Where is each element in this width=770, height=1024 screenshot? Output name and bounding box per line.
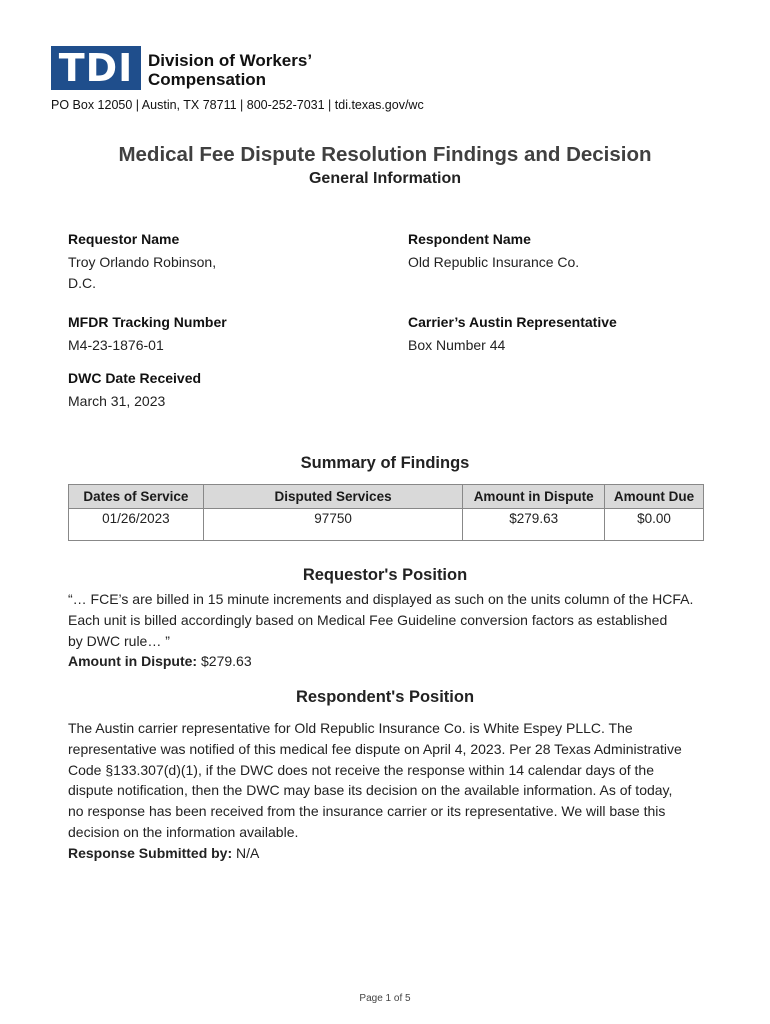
page-number: Page 1 of 5 [359, 993, 411, 1004]
tracking-number-value: M4-23-1876-01 [68, 337, 164, 353]
document-subtitle: General Information [308, 170, 462, 187]
requestor-amount-line [68, 651, 716, 672]
requestor-name-line-2: D.C. [68, 275, 96, 291]
respondent-name-value: Old Republic Insurance Co. [408, 254, 580, 270]
col-dates-of-service: Dates of Service [69, 485, 204, 509]
respondent-position-heading: Respondent's Position [295, 688, 475, 706]
col-amount-in-dispute: Amount in Dispute [463, 485, 605, 509]
tracking-number-label: MFDR Tracking Number [68, 314, 227, 330]
requestor-name-value [68, 252, 216, 294]
respondent-line-6: decision on the information available. [68, 823, 299, 840]
response-submitted-label: Response Submitted by: [68, 844, 233, 861]
cell-disputed-service: 97750 [203, 509, 462, 541]
cell-date-of-service: 01/26/2023 [69, 509, 204, 541]
amount-in-dispute-label: Amount in Dispute: [68, 653, 198, 670]
respondent-line-2: representative was notified of this medical fee dispute on April 4, 2023. Per 28 Texas Administrative [68, 740, 682, 757]
date-received-label: DWC Date Received [68, 370, 202, 386]
division-line-2: Compensation [148, 70, 267, 89]
carrier-rep-value: Box Number 44 [408, 337, 506, 353]
requestor-quote-line-1: “… FCE’s are billed in 15 minute increments and displayed as such on the units column of the HCFA. [68, 591, 694, 607]
carrier-rep-label: Carrier’s Austin Representative [408, 314, 617, 330]
requestor-quote-line-3: by DWC rule… ” [68, 632, 170, 649]
col-amount-due: Amount Due [605, 485, 704, 509]
cell-amount-in-dispute: $279.63 [463, 509, 605, 541]
contact-address: PO Box 12050 | Austin, TX 78711 | 800-252-7031 | tdi.texas.gov/wc [51, 98, 424, 112]
response-submitted-value: N/A [236, 844, 260, 861]
respondent-line-5: no response has been received from the insurance carrier or its representative. We will base this [68, 803, 666, 820]
respondent-line-4: dispute notification, then the DWC may base its decision on the available information. As of today, [68, 782, 673, 799]
requestor-position-quote [68, 589, 716, 672]
requestor-quote-line-2: Each unit is billed accordingly based on Medical Fee Guideline conversion factors as established [68, 611, 668, 628]
requestor-name-label: Requestor Name [68, 231, 180, 247]
col-disputed-services: Disputed Services [203, 485, 462, 509]
respondent-line-1: The Austin carrier representative for Old Republic Insurance Co. is White Espey PLLC. The [68, 720, 633, 736]
table-row [69, 509, 704, 541]
respondent-position-text [68, 718, 716, 864]
summary-table [68, 484, 704, 541]
tdi-logo: TDI [51, 46, 141, 90]
date-received-value: March 31, 2023 [68, 393, 166, 409]
respondent-name-label: Respondent Name [408, 231, 531, 247]
cell-amount-due: $0.00 [605, 509, 704, 541]
summary-heading: Summary of Findings [300, 454, 470, 472]
requestor-position-heading: Requestor's Position [302, 566, 468, 584]
amount-in-dispute-value: $279.63 [201, 653, 252, 670]
division-line-1: Division of Workers’ [148, 51, 313, 70]
division-name [148, 51, 312, 89]
requestor-name-line-1: Troy Orlando Robinson, [68, 254, 217, 270]
respondent-line-3: Code §133.307(d)(1), if the DWC does not receive the response within 14 calendar days of the [68, 761, 654, 778]
document-title: Medical Fee Dispute Resolution Findings and Decision [118, 143, 652, 166]
summary-header-row [69, 485, 704, 509]
response-submitted-line [68, 843, 716, 864]
